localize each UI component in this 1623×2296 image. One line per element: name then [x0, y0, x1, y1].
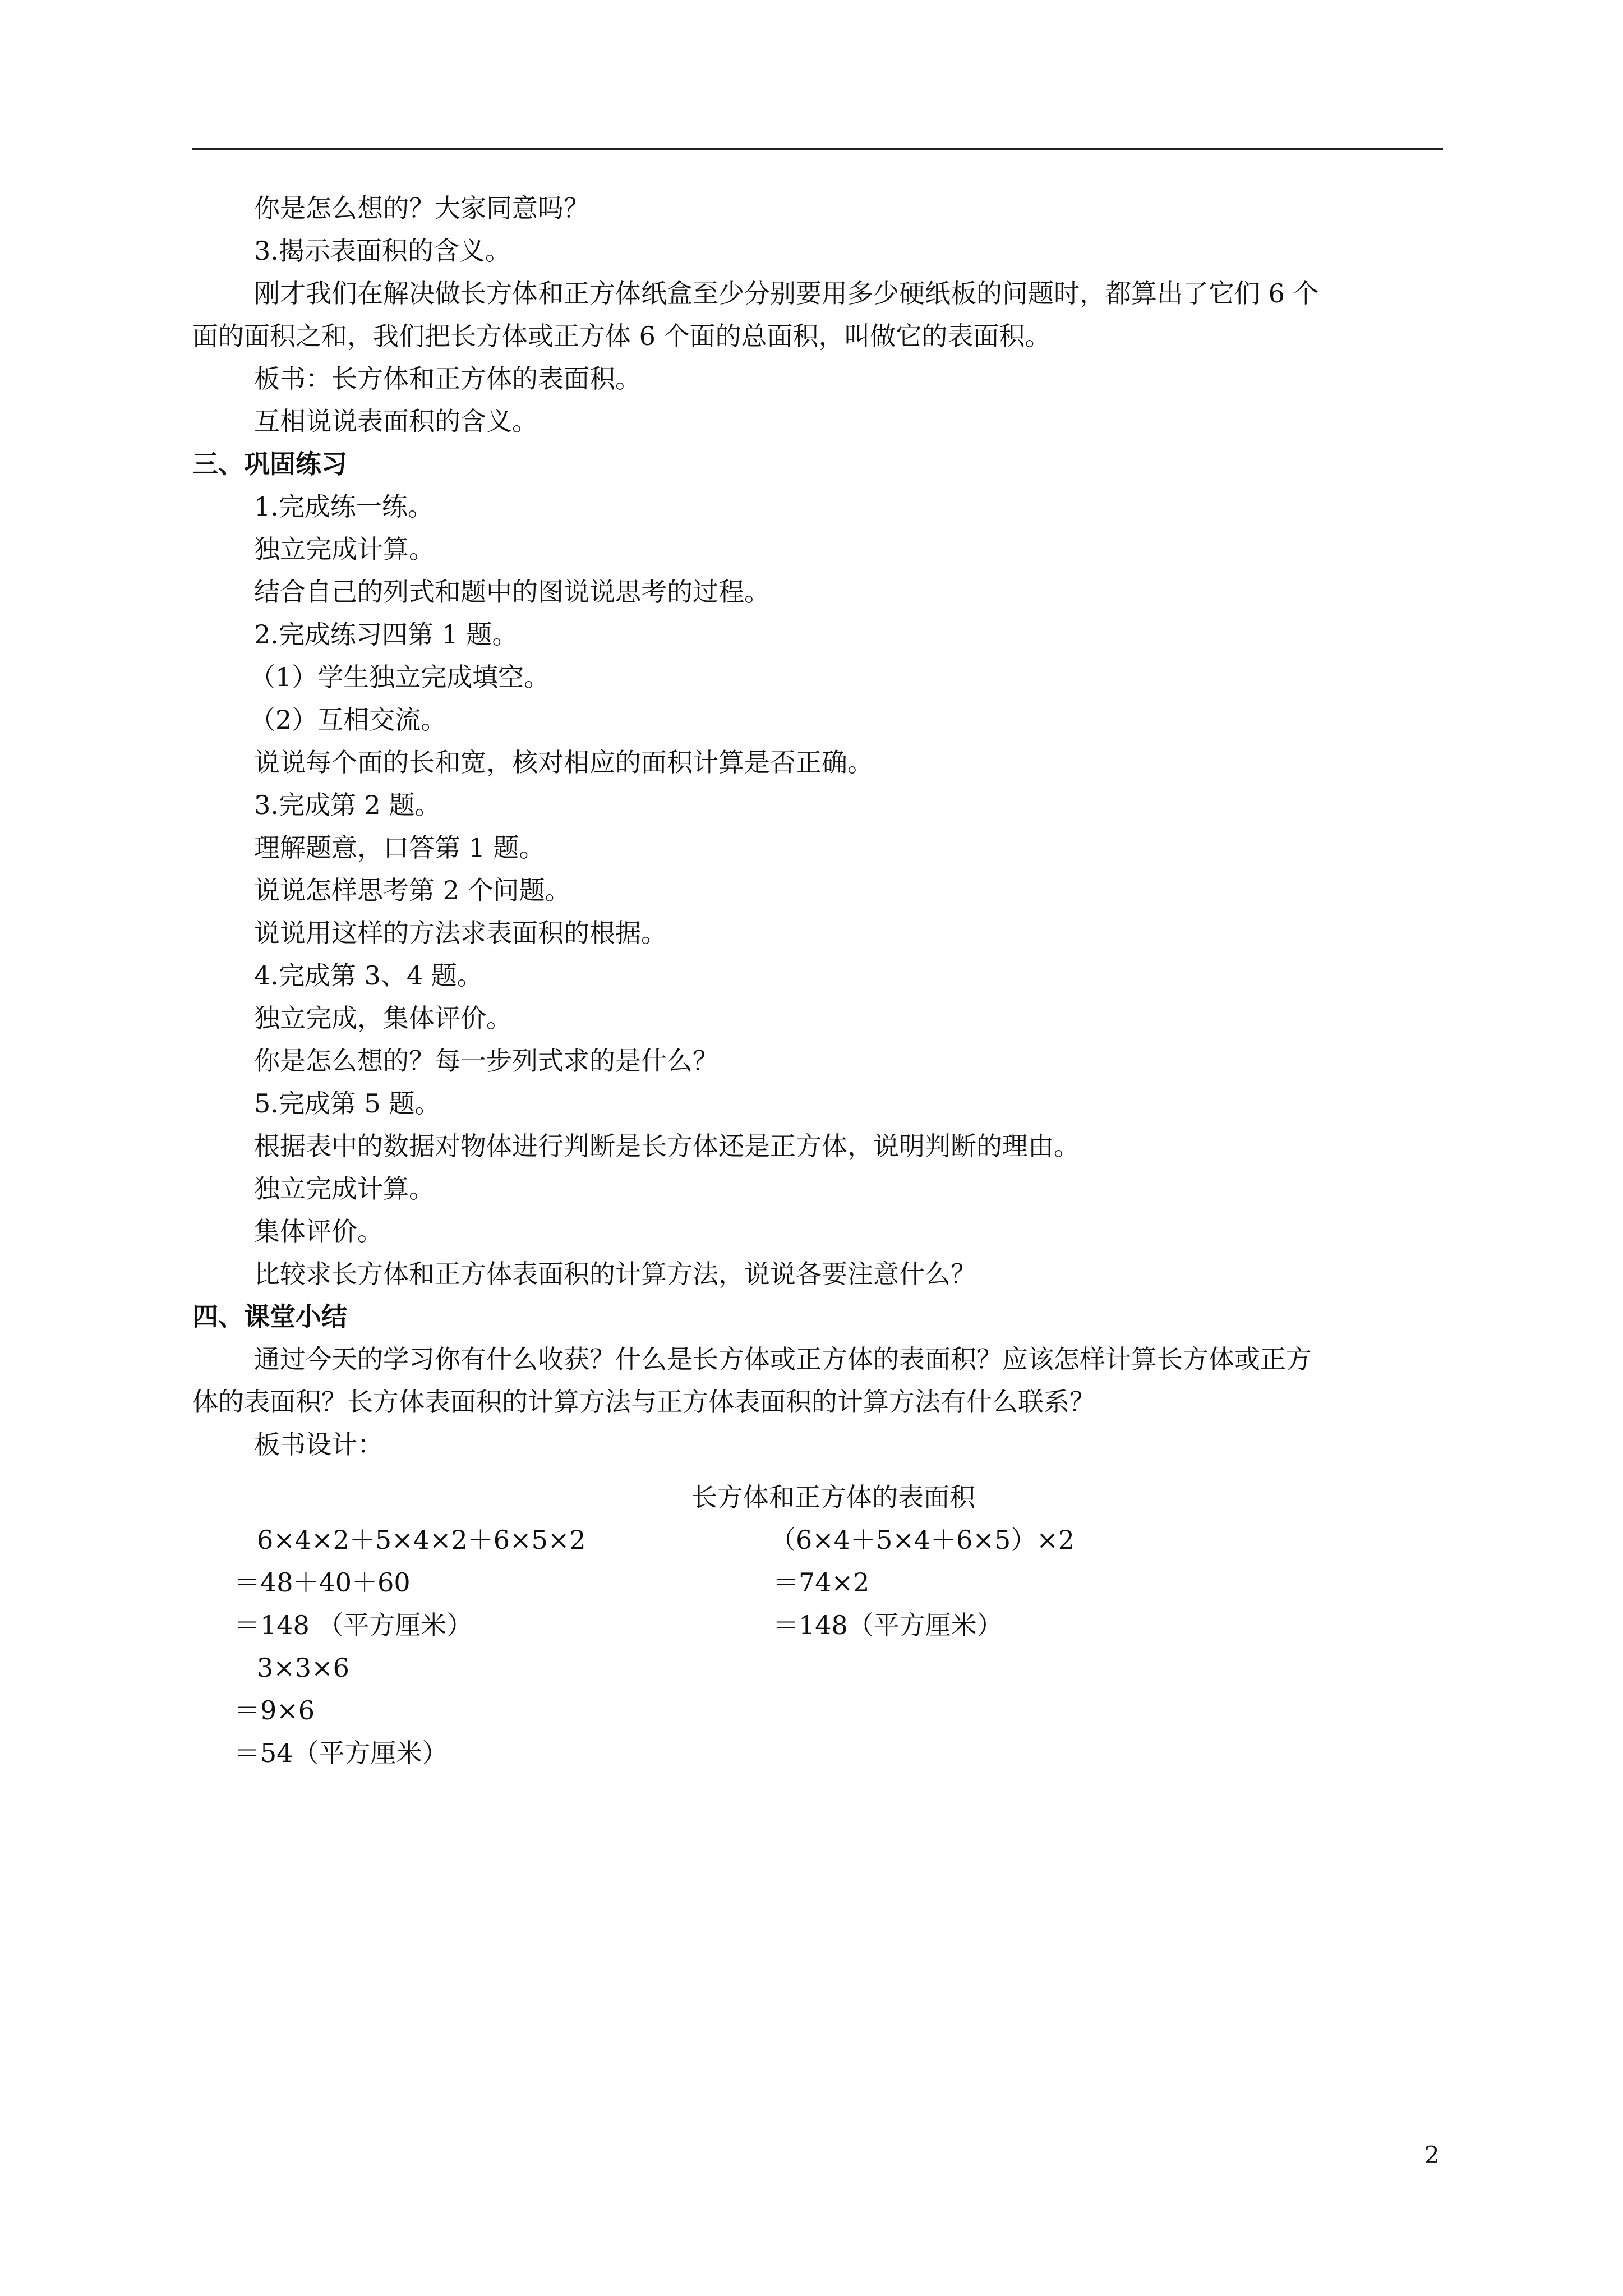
- section-heading: 四、课堂小结: [192, 1301, 347, 1332]
- text-line: 比较求长方体和正方体表面积的计算方法，说说各要注意什么？: [254, 1259, 976, 1289]
- text-line: 你是怎么想的？每一步列式求的是什么？: [254, 1046, 718, 1076]
- board-right-line-1: （6×4＋5×4＋6×5）×2: [770, 1525, 1075, 1555]
- text-line: 4.完成第 3、4 题。: [254, 960, 483, 991]
- board-left-line-4: 3×3×6: [257, 1653, 349, 1683]
- text-line: 板书：长方体和正方体的表面积。: [254, 364, 641, 394]
- text-line: 面的面积之和，我们把长方体或正方体 6 个面的总面积，叫做它的表面积。: [192, 321, 1051, 351]
- text-line: 5.完成第 5 题。: [254, 1088, 441, 1119]
- text-line: 3.揭示表面积的含义。: [254, 236, 511, 266]
- text-line: （2）互相交流。: [250, 705, 447, 735]
- section-heading: 三、巩固练习: [192, 449, 347, 479]
- board-right-line-2: ＝74×2: [773, 1567, 870, 1598]
- text-line: 互相说说表面积的含义。: [254, 406, 538, 436]
- text-line: 独立完成，集体评价。: [254, 1003, 512, 1033]
- text-line: 理解题意，口答第 1 题。: [254, 832, 545, 863]
- text-line: 说说每个面的长和宽，核对相应的面积计算是否正确。: [254, 747, 873, 777]
- board-left-line-2: ＝48＋40＋60: [234, 1567, 411, 1598]
- text-line: 刚才我们在解决做长方体和正方体纸盒至少分别要用多少硬纸板的问题时，都算出了它们 6 个: [254, 278, 1319, 309]
- board-left-line-6: ＝54（平方厘米）: [234, 1738, 448, 1768]
- board-title: 长方体和正方体的表面积: [691, 1482, 975, 1512]
- text-line: 结合自己的列式和题中的图说说思考的过程。: [254, 577, 770, 607]
- board-right-line-3: ＝148（平方厘米）: [773, 1610, 1003, 1640]
- board-left-line-1: 6×4×2＋5×4×2＋6×5×2: [257, 1525, 586, 1555]
- board-left-line-3: ＝148 （平方厘米）: [234, 1610, 473, 1640]
- text-line: 说说怎样思考第 2 个问题。: [254, 875, 571, 905]
- text-line: 通过今天的学习你有什么收获？什么是长方体或正方体的表面积？应该怎样计算长方体或正方: [254, 1344, 1312, 1374]
- header-rule: [192, 148, 1443, 150]
- page-number: 2: [1424, 2141, 1440, 2169]
- text-line: 2.完成练习四第 1 题。: [254, 619, 518, 650]
- text-line: 集体评价。: [254, 1216, 383, 1246]
- text-line: 1.完成练一练。: [254, 491, 434, 522]
- text-line: 板书设计：: [254, 1429, 383, 1460]
- text-line: （1）学生独立完成填空。: [250, 662, 550, 692]
- text-line: 你是怎么想的？大家同意吗？: [254, 193, 589, 223]
- text-line: 独立完成计算。: [254, 1174, 435, 1204]
- text-line: 体的表面积？长方体表面积的计算方法与正方体表面积的计算方法有什么联系？: [192, 1387, 1095, 1417]
- text-line: 说说用这样的方法求表面积的根据。: [254, 918, 667, 948]
- text-line: 3.完成第 2 题。: [254, 790, 441, 820]
- text-line: 独立完成计算。: [254, 534, 435, 564]
- board-left-line-5: ＝9×6: [234, 1695, 315, 1726]
- text-line: 根据表中的数据对物体进行判断是长方体还是正方体，说明判断的理由。: [254, 1131, 1080, 1161]
